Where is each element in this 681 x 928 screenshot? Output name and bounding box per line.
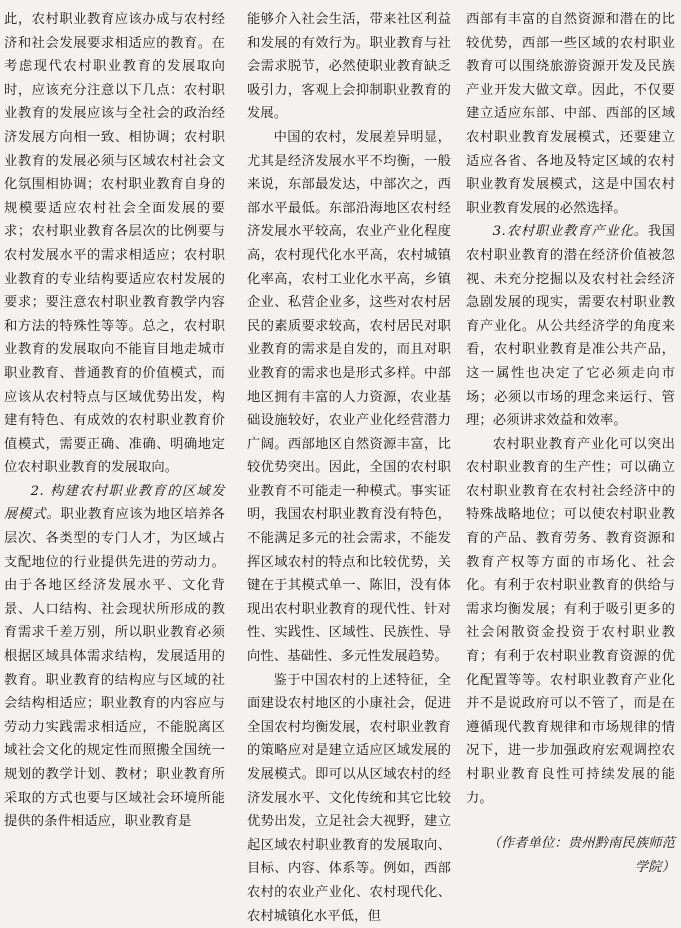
paragraph-text: 我国农村职业教育的潜在经济价值被忽视、未充分挖掘以及农村社会经济急剧发展的现实，需要农村职业教育产业化。从公共经济学的角度来看，农村职业教育是准公共产品，这一属性也决定了它必须走向市场；必须以市场的理念来运行、管理；必须讲求效益和效率。 xyxy=(466,224,675,429)
paragraph: 此，农村职业教育应该办成与农村经济和社会发展要求相适应的教育。在考虑现代农村职业教育的发展取向时，应该充分注意以下几点：农村职业教育的发展应该与全社会的政治经济发展方向相一致、相协调；农村职业教育的发展必须与区域农村社会文化氛围相协调；农村职业教育自身的规模要适应农村社会全面发展的要求；农村职业教育各层次的比例要与农村发展水平的需求相适应；农村职业教育的专业结构要适应农村发展的要求；要注意农村职业教育教学内容和方法的特殊性等等。总之，农村职业教育的发展取向不能盲目地走城市职业教育、普通教育的价值模式，而应该从农村特点与区域优势出发，构建有特色、有成效的农村职业教育价值模式，需要正确、准确、明确地定位农村职业教育的发展取向。 xyxy=(4,12,225,476)
paragraph: 能够介入社会生活，带来社区利益和发展的有效行为。职业教育与社会需求脱节，必然使职业教育缺乏吸引力，客观上会抑制职业教育的发展。 xyxy=(247,12,451,122)
paragraph-with-heading xyxy=(4,480,225,834)
text-column-3 xyxy=(466,8,675,879)
paragraph-with-heading xyxy=(466,220,675,432)
paragraph: 西部有丰富的自然资源和潜在的比较优势，西部一些区域的农村职业教育可以围绕旅游资源开发及民族产业开发大做文章。因此，不仅要建立适应东部、中部、西部的区域农村职业教育发展模式，还要建立适应各省、各地及特定区域的农村职业教育发展模式，这是中国农村职业教育发展的必然选择。 xyxy=(466,12,675,216)
paragraph: 中国的农村，发展差异明显，尤其是经济发展水平不均衡，一般来说，东部最发达，中部次之，西部水平最低。东部沿海地区农村经济发展水平较高，农业产业化程度高，农村现代化水平高，农村城镇化率高，农村工业化水平高，乡镇企业、私营企业多，这些对农村居民的素质要求较高，农村居民对职业教育的需求是自发的，而且对职业教育的需求也是形式多样。中部地区拥有丰富的人力资源，农业基础设施较好，农业产业化经营潜力广阔。西部地区自然资源丰富，比较优势突出。因此，全国的农村职业教育不可能走一种模式。事实证明，我国农村职业教育没有特色，不能满足多元的社会需求，不能发挥区域农村的特点和比较优势，关键在于其模式单一、陈旧，没有体现出农村职业教育的现代性、针对性、实践性、区域性、民族性、导向性、基础性、多元性发展趋势。 xyxy=(247,129,451,665)
text-column-2 xyxy=(247,8,451,928)
paragraph: 鉴于中国农村的上述特征，全面建设农村地区的小康社会，促进全国农村均衡发展，农村职业教育的策略应对是建立适应区域发展的发展模式。即可以从区域农村的经济发展水平、文化传统和其它比较优势出发，立足社会大视野，建立起区域农村职业教育的发展取向、目标、内容、体系等。例如，西部农村的农业产业化、农村现代化、农村城镇化水平低，但 xyxy=(247,672,451,924)
text-column-1 xyxy=(4,8,225,834)
paragraph-text: 职业教育应该为地区培养各层次、各类型的专门人才，为区域占支配地位的行业提供先进的劳动力。由于各地区经济发展水平、文化背景、人口结构、社会现状所形成的教育需求千差万别，所以职业教育必须根据区域具体需求结构，发展适用的教育。职业教育的结构应与区域的社会结构相适应；职业教育的内容应与劳动力实践需求相适应，不能脱离区域社会文化的规定性而照搬全国统一规划的教学计划、教材；职业教育所采取的方式也要与区域社会环境所能提供的条件相适应，职业教育是 xyxy=(4,507,226,830)
section-heading-3: 3.农村职业教育产业化。 xyxy=(492,224,648,240)
author-affiliation: （作者单位：贵州黔南民族师范学院） xyxy=(487,836,675,875)
paragraph: 农村职业教育产业化可以突出农村职业教育的生产性；可以确立农村职业教育在农村社会经济中的特殊战略地位；可以使农村职业教育的产品、教育劳务、教育资源和教育产权等方面的市场化、社会化。有利于农村职业教育的供给与需求均衡发展；有利于吸引更多的社会闲散资金投资于农村职业教育；有利于农村职业教育资源的优化配置等等。农村职业教育产业化并不是说政府可以不管了，而是在遵循现代教育规律和市场规律的情况下，进一步加强政府宏观调控农村职业教育良性可持续发展的能力。 xyxy=(466,436,675,806)
section-heading-2: 2. 构建农村职业教育的区域发展模式。 xyxy=(4,483,225,523)
